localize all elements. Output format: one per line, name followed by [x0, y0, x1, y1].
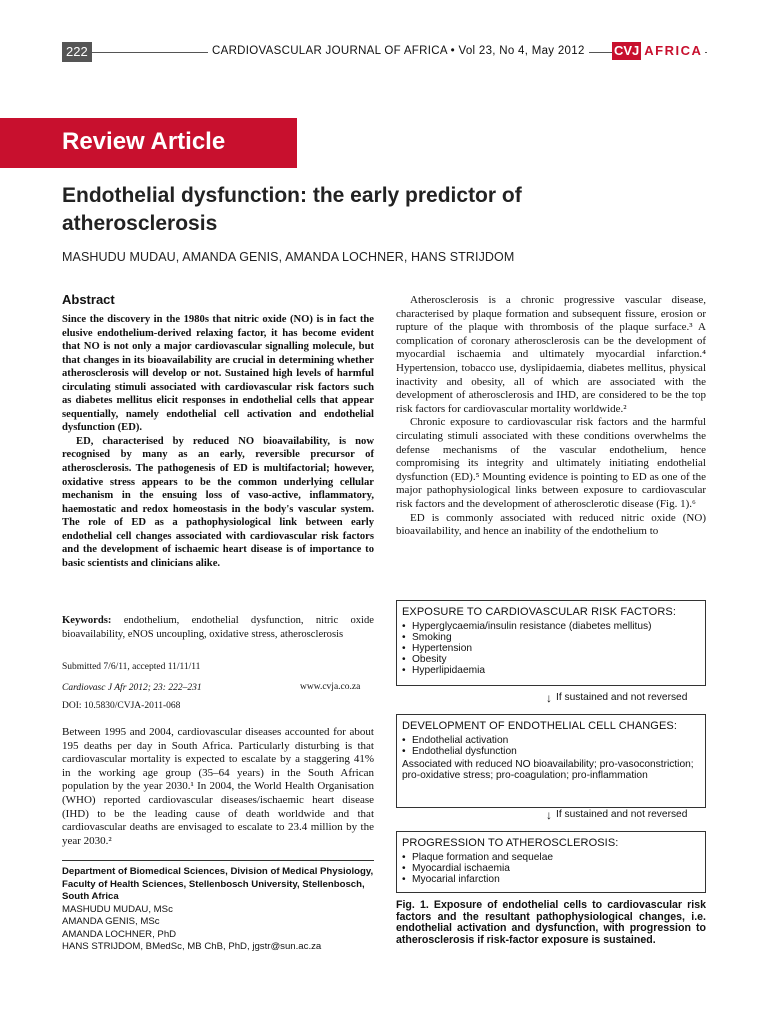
- list-item: • Smoking: [402, 632, 699, 643]
- intro-paragraph: Between 1995 and 2004, cardiovascular diseases accounted for about 195 deaths per day in South Africa. Particularly disturbing is that cardiovascular mortality is expected to escalate by a staggering 41% in the working age group (35–64 years) in the South African population by the year 2030.¹ In 2004, the World Health Organisation (WHO) reported cardiovascular diseases/ischaemic heart disease (IHD) to be the leading cause of death worldwide and that cardiovascular deaths are envisaged to escalate to 23.4 million by the year 2030.²: [62, 726, 374, 847]
- arrow-label: If sustained and not reversed: [556, 692, 688, 703]
- figure-arrow-1: [545, 692, 687, 703]
- banner-label: Review Article: [62, 128, 226, 155]
- affiliation-author-2: AMANDA GENIS, MSc: [62, 916, 160, 927]
- affiliation-rule: [62, 860, 374, 861]
- logo-cvj: CVJ: [614, 43, 640, 58]
- affiliation-department: Department of Biomedical Sciences, Division of Medical Physiology, Faculty of Health Sciences, Stellenbosch University, Stellenbosch, South Africa: [62, 866, 374, 902]
- logo-africa: AFRICA: [641, 42, 705, 60]
- abstract-body: [62, 313, 374, 570]
- list-item: • Hyperglycaemia/insulin resistance (diabetes mellitus): [402, 621, 699, 632]
- keywords: [62, 614, 374, 641]
- list-item: • Hypertension: [402, 643, 699, 654]
- figure-arrow-2: [545, 809, 687, 820]
- risk-factor-list: [402, 621, 699, 676]
- atherosclerosis-list: [402, 852, 699, 885]
- abstract-heading: Abstract: [62, 292, 115, 307]
- journal-title: CARDIOVASCULAR JOURNAL OF AFRICA • Vol 23, No 4, May 2012: [208, 44, 589, 58]
- body-paragraph-2: Chronic exposure to cardiovascular risk factors and the harmful circulating stimuli associated with these conditions overwhelms the defense mechanisms of the vascular endothelium, hence compromising its integrity and ultimately initiating endothelial dysfunction (ED).⁵ Mounting evidence is pointing to ED as one of the major pathophysiological links between exposure to cardiovascular risk factors and the development of atherosclerotic disease (Fig. 1).⁶: [396, 416, 706, 510]
- author-list: MASHUDU MUDAU, AMANDA GENIS, AMANDA LOCHNER, HANS STRIJDOM: [62, 250, 515, 264]
- abstract-paragraph-1: Since the discovery in the 1980s that nitric oxide (NO) is in fact the elusive endothelium-derived relaxing factor, it has become evident that NO is not only a major cardiovascular signalling molecule, but that changes in its bioavailability are crucial in determining whether atherosclerosis will develop or not. Sustained high levels of harmful circulating stimuli associated with cardiovascular risk factors such as diabetes mellitus elicit responses in endothelial cells that appear sequentially, namely endothelial cell activation and endothelial dysfunction (ED).: [62, 314, 374, 434]
- box-heading: PROGRESSION TO ATHEROSCLEROSIS:: [402, 837, 619, 849]
- article-title: Endothelial dysfunction: the early predictor of atherosclerosis: [62, 184, 522, 235]
- endothelial-change-list: [402, 735, 699, 757]
- journal-logo: [612, 42, 705, 60]
- citation: Cardiovasc J Afr 2012; 23: 222–231: [62, 683, 202, 693]
- arrow-label: If sustained and not reversed: [556, 809, 688, 820]
- journal-website: www.cvja.co.za: [300, 682, 361, 692]
- submitted-date: Submitted 7/6/11, accepted 11/11/11: [62, 662, 201, 672]
- list-item: • Myocardial ischaemia: [402, 863, 699, 874]
- list-item: • Plaque formation and sequelae: [402, 852, 699, 863]
- body-right-column: [396, 294, 706, 539]
- figure-box-risk-factors: [396, 600, 706, 686]
- down-arrow-icon: ↓: [546, 807, 552, 822]
- list-item: • Obesity: [402, 654, 699, 665]
- abstract-paragraph-2: ED, characterised by reduced NO bioavailability, is now recognised by many as an early, reversible precursor of atherosclerosis. The pathogenesis of ED is multifactorial; however, oxidative stress appears to be the common underlying cellular mechanism in the ensuing loss of vaso-active, inflammatory, haemostatic and redox homeostasis in the body's vascular system. The role of ED as a pathophysiological link between early endothelial cell changes associated with cardiovascular risk factors and the development of ischaemic heart disease is of importance to basic scientists and clinicians alike.: [62, 435, 374, 569]
- list-item: • Myocarial infarction: [402, 874, 699, 885]
- list-item: • Endothelial dysfunction: [402, 746, 699, 757]
- box-note: Associated with reduced NO bioavailability; pro-vasoconstriction; pro-oxidative stress; pro-coagulation; pro-inflammation: [402, 759, 694, 781]
- keywords-label: Keywords:: [62, 615, 112, 626]
- section-banner: [0, 118, 297, 168]
- figure-box-endothelial-changes: [396, 714, 706, 808]
- body-paragraph-1: Atherosclerosis is a chronic progressive vascular disease, characterised by plaque formation and subsequent fissure, erosion or rupture of the plaque with thrombosis of the plaque surface.³ A complication of coronary atherosclerosis can be the development of myocardial ischaemia and ultimately myocardial infarction.⁴ Hypertension, tobacco use, dyslipidaemia, diabetes mellitus, physical inactivity and obesity, all of which are associated with the development of atherosclerosis and IHD, are considered to be the top risk factors for cardiovascular mortality worldwide.²: [396, 294, 706, 415]
- box-heading: DEVELOPMENT OF ENDOTHELIAL CELL CHANGES:: [402, 720, 677, 732]
- affiliation-block: [62, 866, 374, 954]
- affiliation-author-4: HANS STRIJDOM, BMedSc, MB ChB, PhD, jgstr@sun.ac.za: [62, 941, 322, 952]
- figure-caption: Fig. 1. Exposure of endothelial cells to cardiovascular risk factors and the resultant pathophysiological changes, i.e. endothelial activation and dysfunction, with progression to atherosclerosis if risk-factor exposure is sustained.: [396, 899, 706, 946]
- affiliation-author-1: MASHUDU MUDAU, MSc: [62, 903, 173, 915]
- figure-box-atherosclerosis: [396, 831, 706, 893]
- page-number: 222: [62, 42, 92, 62]
- affiliation-author-3: AMANDA LOCHNER, PhD: [62, 928, 177, 940]
- list-item: • Hyperlipidaemia: [402, 665, 699, 676]
- box-heading: EXPOSURE TO CARDIOVASCULAR RISK FACTORS:: [402, 606, 676, 618]
- doi: DOI: 10.5830/CVJA-2011-068: [62, 701, 181, 711]
- list-item: • Endothelial activation: [402, 735, 699, 746]
- body-paragraph-3: ED is commonly associated with reduced nitric oxide (NO) bioavailability, and hence an inability of the endothelium to: [396, 511, 706, 538]
- keywords-text: endothelium, endothelial dysfunction, nitric oxide bioavailability, eNOS uncoupling, oxidative stress, atherosclerosis: [62, 615, 374, 640]
- down-arrow-icon: ↓: [546, 690, 552, 705]
